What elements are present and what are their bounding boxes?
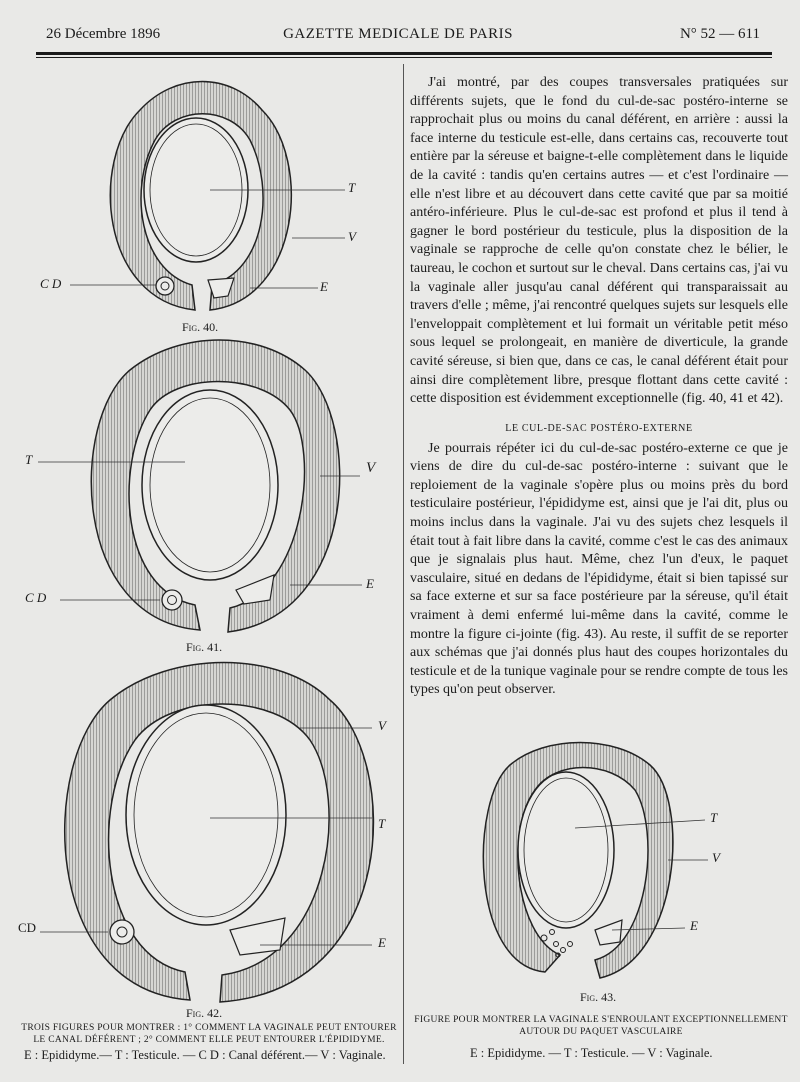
figure-41-drawing [38, 340, 362, 632]
left-caption-line-1: TROIS FIGURES POUR MONTRER : 1° COMMENT LA VAGINALE PEUT ENTOURER [21, 1023, 397, 1033]
fig41-label-v: V [366, 460, 376, 476]
header-date: 26 Décembre 1896 [46, 26, 161, 42]
fig42-caption: Fig. 42. [186, 1006, 223, 1020]
section-title: LE CUL-DE-SAC POSTÉRO-EXTERNE [505, 422, 693, 434]
right-caption-line-1: FIGURE POUR MONTRER LA VAGINALE S'ENROULANT EXCEPTIONNELLEMENT [414, 1015, 788, 1025]
right-text-column [410, 74, 788, 700]
figure-43-drawing [483, 743, 708, 979]
right-figure-legend: E : Epididyme. — T : Testicule. — V : Vaginale. [470, 1046, 713, 1060]
fig40-caption: Fig. 40. [182, 320, 219, 334]
right-caption-line-2: AUTOUR DU PAQUET VASCULAIRE [519, 1027, 683, 1037]
figure-42-drawing [40, 663, 373, 1003]
fig43-label-e: E [690, 918, 698, 933]
right-figure-caption [412, 1014, 790, 1038]
fig42-label-e: E [378, 935, 386, 950]
fig40-label-t: T [348, 180, 356, 195]
paragraph-2: Je pourrais répéter ici du cul-de-sac postéro-externe ce que je viens de dire du cul-de-sac postéro-interne : suivant que le reploiement de la vaginale s'opère plus ou moins près du bord testiculaire postérieur, l'épididyme est, ainsi que je l'ai dit, plus ou moins inclus dans la vaginale. J'ai vu des sujets chez lesquels il était tout à fait libre dans la cavité, comme c'est le cas des animaux que je signalais plus haut. Même, chez l'un d'eux, le paquet vasculaire, situé en dedans de l'épididyme, était si bien tapissé sur sa face externe et sur sa face postérieure par la séreuse, qu'il était vraiment à demi enfermé lui-même dans la cavité, comme le montre la figure ci-jointe (fig. 43). Au reste, il suffit de se reporter aux schémas que j'ai donnés plus haut des coupes horizontales du testicule et de la tunique vaginale pour se rendre compte de tous les types qu'on peut observer. [410, 440, 788, 698]
figure-40-drawing [70, 82, 345, 311]
left-caption-line-2: LE CANAL DÉFÉRENT ; 2° COMMENT ELLE PEUT ENTOURER L'ÉPIDIDYME. [33, 1035, 385, 1045]
fig42-label-v: V [378, 718, 386, 733]
fig42-label-cd: CD [18, 920, 37, 935]
left-figures-caption [20, 1022, 398, 1046]
fig40-label-v: V [348, 229, 356, 244]
header-journal-title: GAZETTE MEDICALE DE PARIS [283, 26, 513, 42]
fig41-label-e: E [366, 576, 374, 591]
fig41-label-cd: C D [25, 590, 47, 605]
fig43-label-t: T [710, 810, 718, 825]
paragraph-1: J'ai montré, par des coupes transversales pratiquées sur différents sujets, que le fond du cul-de-sac postéro-interne se rapprochait plus ou moins du canal déférent, en arrière : aussi la face interne du testicule est-elle, dans certains cas, recouverte tout entière par la séreuse et baigne-t-elle complètement dans le liquide de la cavité : tandis qu'en certains autres — et c'est l'ordinaire — elle n'est libre et au découvert dans cette cavité que par sa moitié antéro-inférieure. Plus le cul-de-sac est profond et plus il tend à gagner le bord postérieur du testicule, plus la disposition de la vaginale se rapproche de celle qu'on constate chez le bélier, le taureau, le cochon et surtout sur le cheval. Dans certains cas, j'ai vu la vaginale aller jusqu'au canal déférent qui transparaissait au travers d'elle ; même, j'ai rencontré quelques sujets sur lesquels elle l'enveloppait complètement et lui formait un véritable petit méso sous lequel se prolongeait, en manière de diverticule, la grande cavité séreuse, si bien que, dans ce cas, le canal déférent était pour ainsi dire complètement libre, presque flottant dans cette cavité : cette disposition est évidemment exceptionnelle (fig. 40, 41 et 42). [410, 75, 788, 407]
fig41-caption: Fig. 41. [186, 640, 223, 654]
fig43-label-v: V [712, 850, 720, 865]
fig40-label-e: E [320, 279, 328, 294]
fig41-label-t: T [25, 452, 33, 467]
left-figures-legend: E : Epididyme.— T : Testicule. — C D : Canal déférent.— V : Vaginale. [24, 1048, 386, 1062]
fig42-label-t: T [378, 816, 386, 831]
fig40-label-cd: C D [40, 276, 62, 291]
header-page-number: N° 52 — 611 [679, 26, 760, 42]
fig43-caption: Fig. 43. [580, 990, 617, 1004]
